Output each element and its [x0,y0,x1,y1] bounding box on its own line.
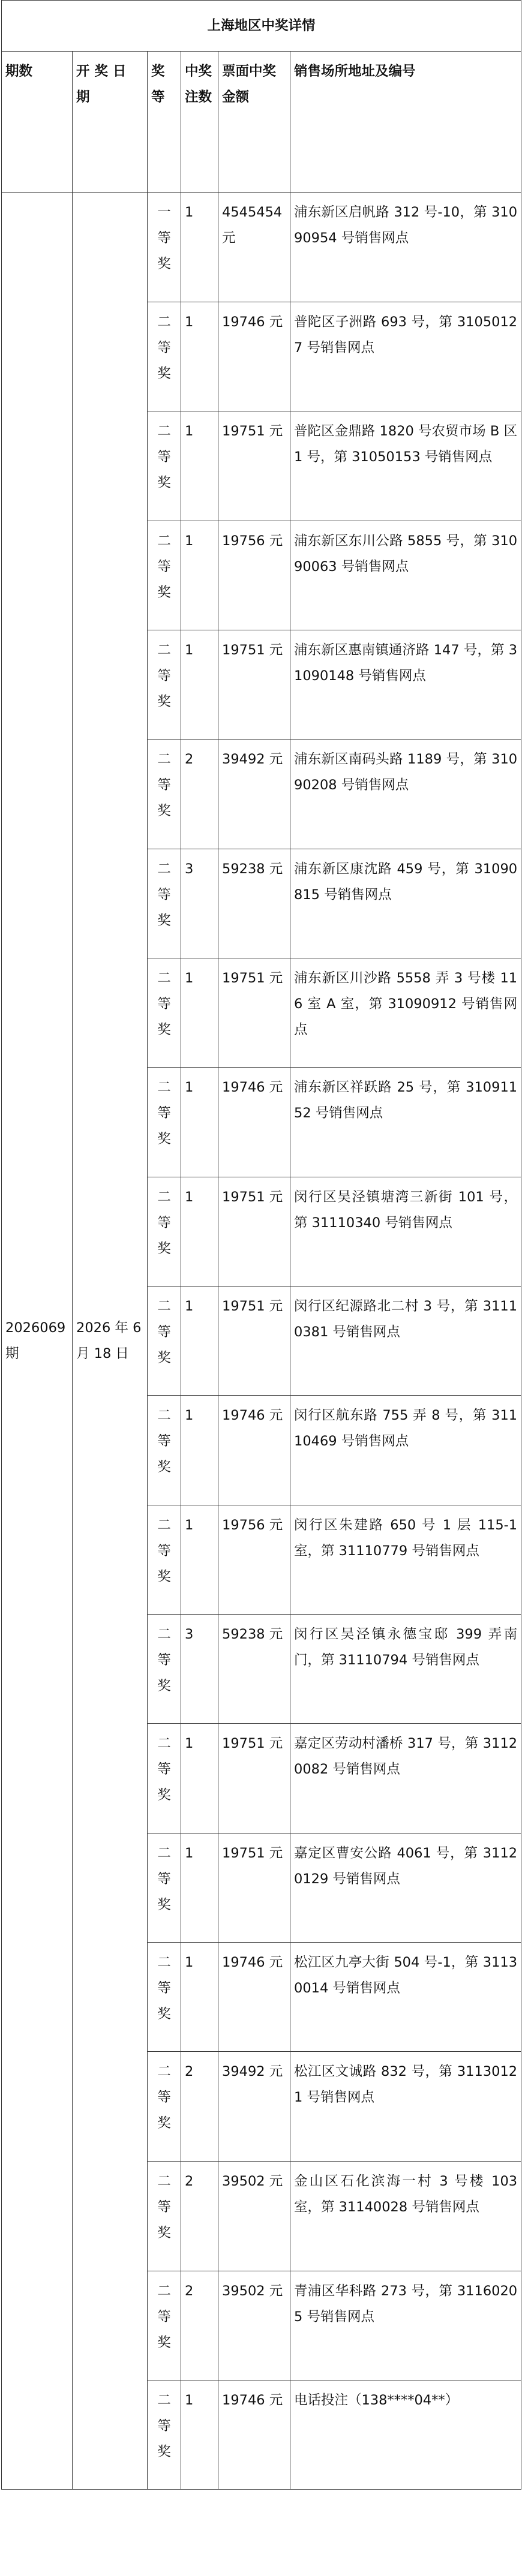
prize-amount-cell: 19746 元 [218,2380,290,2490]
header-row [2,52,521,193]
prize-amount-cell: 59238 元 [218,1615,290,1724]
header-date: 开奖日期 [73,52,148,193]
prize-amount-cell: 19746 元 [218,1943,290,2052]
sales-location-cell: 闵行区航东路 755 弄 8 号，第 31110469 号销售网点 [290,1396,521,1505]
prize-grade-cell [148,1505,181,1615]
page [1,0,521,2490]
period-cell: 2026069期 [2,193,73,2490]
prize-grade: 二 等 奖 [157,2174,171,2241]
prize-grade: 二 等 奖 [157,314,171,381]
winning-count-cell: 1 [181,1724,218,1833]
prize-amount-cell: 19751 元 [218,1177,290,1287]
prize-grade: 二 等 奖 [157,642,171,710]
prize-grade-cell [148,1287,181,1396]
prize-grade-cell [148,849,181,958]
sales-location-cell: 松江区文诚路 832 号，第 31130121 号销售网点 [290,2052,521,2162]
prize-grade-cell [148,2380,181,2490]
sales-location-cell: 嘉定区曹安公路 4061 号，第 31120129 号销售网点 [290,1833,521,1943]
prize-grade: 二 等 奖 [157,1189,171,1257]
winning-count-cell: 3 [181,1615,218,1724]
winning-count-cell: 2 [181,2052,218,2162]
sales-location-cell: 浦东新区川沙路 5558 弄 3 号楼 116 室 A 室，第 31090912 号销售网点 [290,958,521,1068]
winning-count-cell: 1 [181,411,218,521]
header-grade: 奖等 [148,52,181,193]
prize-grade-cell [148,740,181,849]
sales-location-cell: 浦东新区康沈路 459 号，第 31090815 号销售网点 [290,849,521,958]
prize-amount-cell: 39502 元 [218,2271,290,2380]
winning-count-cell: 1 [181,630,218,740]
winning-count-cell: 1 [181,1177,218,1287]
header-period: 期数 [2,52,73,193]
prize-amount-cell: 19756 元 [218,1505,290,1615]
prize-amount-cell: 39492 元 [218,740,290,849]
prize-grade-cell [148,1177,181,1287]
sales-location-cell: 闵行区朱建路 650 号 1 层 115-1 室，第 31110779 号销售网点 [290,1505,521,1615]
winning-count-cell: 2 [181,740,218,849]
winning-count-cell: 1 [181,958,218,1068]
draw-date-cell: 2026 年 6 月 18 日 [73,193,148,2490]
sales-location-cell: 浦东新区祥跃路 25 号，第 31091152 号销售网点 [290,1068,521,1177]
sales-location-cell: 普陀区金鼎路 1820 号农贸市场 B 区 1 号，第 31050153 号销售网点 [290,411,521,521]
prize-grade-cell [148,2271,181,2380]
winning-count-cell: 1 [181,1287,218,1396]
prize-grade: 二 等 奖 [157,1955,171,2022]
prize-grade: 二 等 奖 [157,970,171,1038]
prize-amount-cell: 4545454元 [218,193,290,302]
prize-grade-cell [148,411,181,521]
winning-count-cell: 1 [181,1396,218,1505]
prize-grade: 二 等 奖 [157,1517,171,1585]
prize-amount-cell: 19751 元 [218,630,290,740]
prize-amount-cell: 19756 元 [218,521,290,630]
title-row [2,1,521,52]
prize-grade: 一 等 奖 [157,205,171,272]
header-count: 中奖注数 [181,52,218,193]
prize-grade-cell [148,521,181,630]
prize-grade: 二 等 奖 [157,1627,171,1694]
prize-details-table [1,0,521,2490]
sales-location-cell: 电话投注（138****04**） [290,2380,521,2490]
prize-grade-cell [148,1068,181,1177]
prize-grade: 二 等 奖 [157,533,171,600]
sales-location-cell: 金山区石化滨海一村 3 号楼 103 室，第 31140028 号销售网点 [290,2162,521,2271]
sales-location-cell: 嘉定区劳动村潘桥 317 号，第 31120082 号销售网点 [290,1724,521,1833]
prize-grade: 二 等 奖 [157,1736,171,1803]
winning-count-cell: 1 [181,1833,218,1943]
prize-grade: 二 等 奖 [157,423,171,491]
prize-amount-cell: 19746 元 [218,302,290,411]
prize-amount-cell: 19746 元 [218,1068,290,1177]
prize-grade: 二 等 奖 [157,861,171,928]
prize-grade-cell [148,1615,181,1724]
sales-location-cell: 闵行区吴泾镇永德宝邸 399 弄南门，第 31110794 号销售网点 [290,1615,521,1724]
sales-location-cell: 松江区九亭大街 504 号-1，第 31130014 号销售网点 [290,1943,521,2052]
winning-count-cell: 1 [181,521,218,630]
prize-grade-cell [148,302,181,411]
prize-grade-cell [148,1724,181,1833]
prize-amount-cell: 19751 元 [218,1724,290,1833]
prize-amount-cell: 19751 元 [218,958,290,1068]
winning-count-cell: 2 [181,2271,218,2380]
winning-count-cell: 1 [181,193,218,302]
table-title: 上海地区中奖详情 [2,1,521,52]
winning-count-cell: 1 [181,2380,218,2490]
prize-grade-cell [148,1943,181,2052]
prize-amount-cell: 19746 元 [218,1396,290,1505]
prize-grade: 二 等 奖 [157,1080,171,1147]
prize-grade-cell [148,193,181,302]
winning-count-cell: 1 [181,302,218,411]
winning-count-cell: 1 [181,1505,218,1615]
sales-location-cell: 浦东新区启帆路 312 号-10，第 31090954 号销售网点 [290,193,521,302]
prize-amount-cell: 19751 元 [218,1287,290,1396]
prize-grade: 二 等 奖 [157,2283,171,2350]
prize-grade: 二 等 奖 [157,1408,171,1475]
prize-amount-cell: 39502 元 [218,2162,290,2271]
table-row [2,193,521,302]
prize-amount-cell: 19751 元 [218,411,290,521]
winning-count-cell: 3 [181,849,218,958]
prize-grade: 二 等 奖 [157,1298,171,1366]
prize-grade: 二 等 奖 [157,1845,171,1913]
winning-count-cell: 1 [181,1068,218,1177]
prize-grade-cell [148,1833,181,1943]
sales-location-cell: 浦东新区惠南镇通济路 147 号，第 31090148 号销售网点 [290,630,521,740]
prize-grade-cell [148,2162,181,2271]
sales-location-cell: 闵行区吴泾镇塘湾三新街 101 号，第 31110340 号销售网点 [290,1177,521,1287]
sales-location-cell: 浦东新区东川公路 5855 号，第 31090063 号销售网点 [290,521,521,630]
prize-grade: 二 等 奖 [157,2392,171,2460]
winning-count-cell: 2 [181,2162,218,2271]
header-amount: 票面中奖金额 [218,52,290,193]
prize-amount-cell: 39492 元 [218,2052,290,2162]
header-address: 销售场所地址及编号 [290,52,521,193]
prize-grade-cell [148,958,181,1068]
prize-grade-cell [148,630,181,740]
prize-grade-cell [148,1396,181,1505]
sales-location-cell: 普陀区子洲路 693 号，第 31050127 号销售网点 [290,302,521,411]
prize-grade: 二 等 奖 [157,2064,171,2131]
sales-location-cell: 闵行区纪源路北二村 3 号，第 31110381 号销售网点 [290,1287,521,1396]
winning-count-cell: 1 [181,1943,218,2052]
prize-amount-cell: 19751 元 [218,1833,290,1943]
prize-grade-cell [148,2052,181,2162]
prize-grade: 二 等 奖 [157,752,171,819]
sales-location-cell: 浦东新区南码头路 1189 号，第 31090208 号销售网点 [290,740,521,849]
sales-location-cell: 青浦区华科路 273 号，第 31160205 号销售网点 [290,2271,521,2380]
prize-amount-cell: 59238 元 [218,849,290,958]
